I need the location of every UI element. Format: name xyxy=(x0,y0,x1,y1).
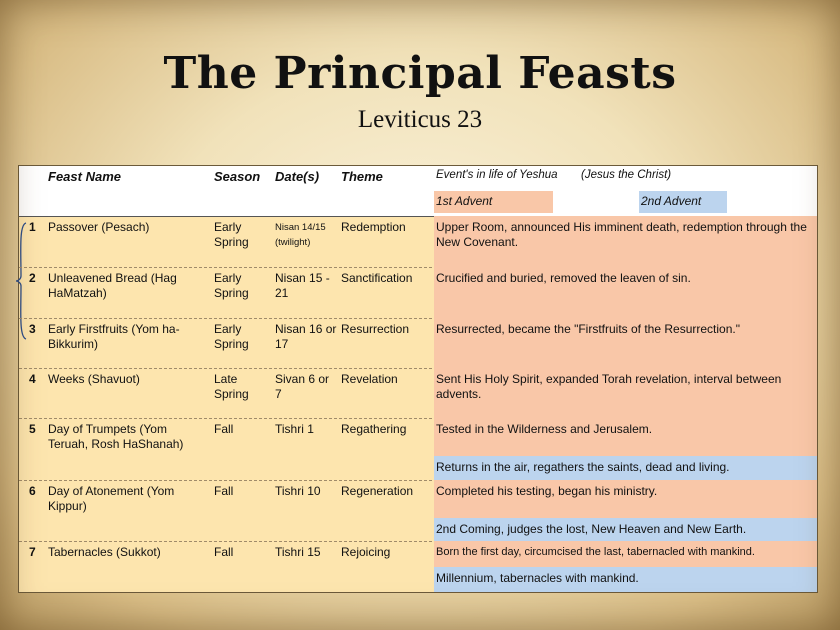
first-advent-cell: Tested in the Wilderness and Jerusalem. xyxy=(434,418,817,456)
feast-date: Tishri 10 xyxy=(275,484,321,498)
feast-number: 3 xyxy=(29,322,36,336)
feast-name: Early Firstfruits (Yom ha-Bikkurim) xyxy=(48,322,180,351)
table-header xyxy=(19,166,817,217)
feast-season: Fall xyxy=(214,545,234,559)
feast-name: Weeks (Shavuot) xyxy=(48,372,140,386)
feast-season: Fall xyxy=(214,484,234,498)
feast-season: Early Spring xyxy=(214,271,249,300)
header-theme: Theme xyxy=(341,169,383,184)
feast-season: Late Spring xyxy=(214,372,249,401)
header-dates: Date(s) xyxy=(275,169,320,184)
feast-date: Sivan 6 or 7 xyxy=(275,372,330,401)
table-row xyxy=(19,318,817,368)
first-advent-cell: Crucified and buried, removed the leaven of sin. xyxy=(434,267,817,318)
feast-theme: Redemption xyxy=(341,220,406,234)
table-row xyxy=(19,418,817,480)
feast-number: 7 xyxy=(29,545,36,559)
feast-name: Passover (Pesach) xyxy=(48,220,150,234)
feast-number: 2 xyxy=(29,271,36,285)
feast-theme: Rejoicing xyxy=(341,545,391,559)
feast-date: Nisan 15 - 21 xyxy=(275,271,330,300)
feast-date: Nisan 14/15 (twilight) xyxy=(275,222,326,248)
header-events-note: (Jesus the Christ) xyxy=(581,169,672,181)
first-advent-cell: Resurrected, became the "Firstfruits of the Resurrection." xyxy=(434,318,817,368)
first-advent-cell: Sent His Holy Spirit, expanded Torah revelation, interval between advents. xyxy=(434,368,817,418)
table-row xyxy=(19,541,817,592)
feast-season: Fall xyxy=(214,422,234,436)
first-advent-cell: Upper Room, announced His imminent death, redemption through the New Covenant. xyxy=(434,216,817,267)
header-feast-name: Feast Name xyxy=(48,169,121,184)
header-first-advent: 1st Advent xyxy=(436,194,493,208)
feasts-table xyxy=(18,165,818,593)
feast-date: Tishri 15 xyxy=(275,545,321,559)
feast-number: 5 xyxy=(29,422,36,436)
second-advent-cell: 2nd Coming, judges the lost, New Heaven and New Earth. xyxy=(434,518,817,541)
table-row xyxy=(19,267,817,318)
second-advent-cell: Millennium, tabernacles with mankind. xyxy=(434,567,817,592)
header-season: Season xyxy=(214,169,261,184)
header-events: Event's in life of Yeshua xyxy=(436,169,558,181)
feast-theme: Regeneration xyxy=(341,484,414,498)
table-row xyxy=(19,216,817,267)
feast-theme: Sanctification xyxy=(341,271,413,285)
page-subtitle: Leviticus 23 xyxy=(357,106,483,133)
feast-number: 6 xyxy=(29,484,36,498)
table-row xyxy=(19,368,817,418)
feast-date: Nisan 16 or 17 xyxy=(275,322,337,351)
first-advent-cell: Born the first day, circumcised the last, tabernacled with mankind. xyxy=(434,541,817,567)
feast-season: Early Spring xyxy=(214,322,249,351)
feast-theme: Resurrection xyxy=(341,322,410,336)
feast-number: 1 xyxy=(29,220,36,234)
feast-name: Day of Trumpets (Yom Teruah, Rosh HaShanah) xyxy=(48,422,184,451)
feast-name: Day of Atonement (Yom Kippur) xyxy=(48,484,175,513)
feast-theme: Regathering xyxy=(341,422,407,436)
page-title: The Principal Feasts xyxy=(163,48,677,99)
feast-season: Early Spring xyxy=(214,220,249,249)
feast-date: Tishri 1 xyxy=(275,422,314,436)
feast-name: Unleavened Bread (Hag HaMatzah) xyxy=(48,271,177,300)
second-advent-cell: Returns in the air, regathers the saints, dead and living. xyxy=(434,456,817,480)
feast-number: 4 xyxy=(29,372,36,386)
feast-name: Tabernacles (Sukkot) xyxy=(48,545,161,559)
first-advent-cell: Completed his testing, began his ministry. xyxy=(434,480,817,518)
header-second-advent: 2nd Advent xyxy=(641,194,702,208)
feast-theme: Revelation xyxy=(341,372,398,386)
table-row xyxy=(19,480,817,541)
